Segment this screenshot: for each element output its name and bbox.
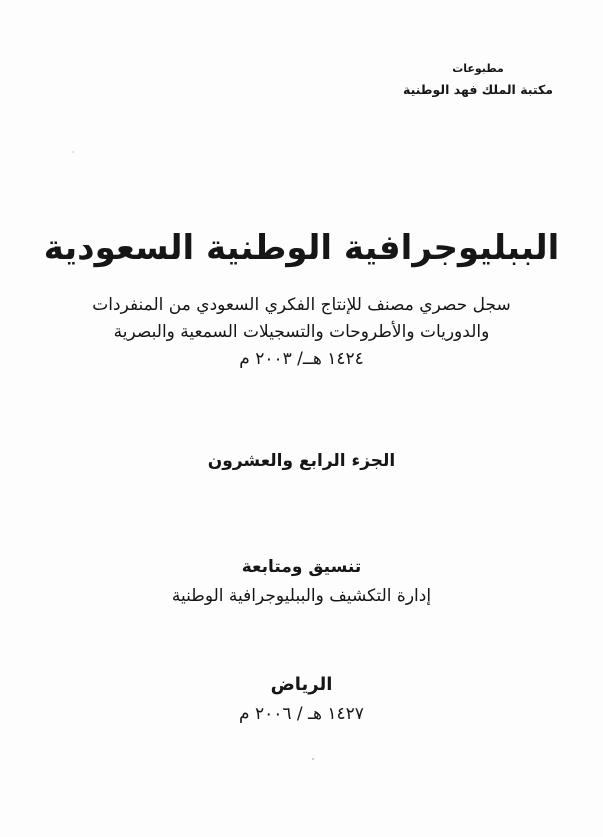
- publication-date: ١٤٢٧ هـ / ٢٠٠٦ م: [239, 704, 364, 724]
- publisher-imprint: [403, 62, 553, 97]
- coordination-department: إدارة التكشيف والببليوجرافية الوطنية: [171, 586, 432, 606]
- coordination-heading: تنسيق ومتابعة: [241, 557, 362, 577]
- subtitle-line-2: والدوريات والأطروحات والتسجيلات السمعية والبصرية: [113, 322, 490, 342]
- scan-speck: [312, 758, 314, 760]
- coordination-section: [0, 557, 603, 606]
- publisher-series-label: مطبوعات: [452, 62, 504, 75]
- publisher-name: مكتبة الملك فهد الوطنية: [403, 82, 553, 97]
- page-title: الببليوجرافية الوطنية السعودية: [43, 228, 560, 268]
- coverage-date: ١٤٢٤ هــ/ ٢٠٠٣ م: [239, 349, 364, 369]
- scan-speck: [72, 151, 74, 153]
- publication-city: الرياض: [270, 674, 333, 695]
- imprint-section: [0, 674, 603, 724]
- title-block: [0, 224, 603, 373]
- volume-part-label: الجزء الرابع والعشرون: [207, 451, 396, 471]
- subtitle-line-1: سجل حصري مصنف للإنتاج الفكري السعودي من المنفردات: [92, 295, 511, 315]
